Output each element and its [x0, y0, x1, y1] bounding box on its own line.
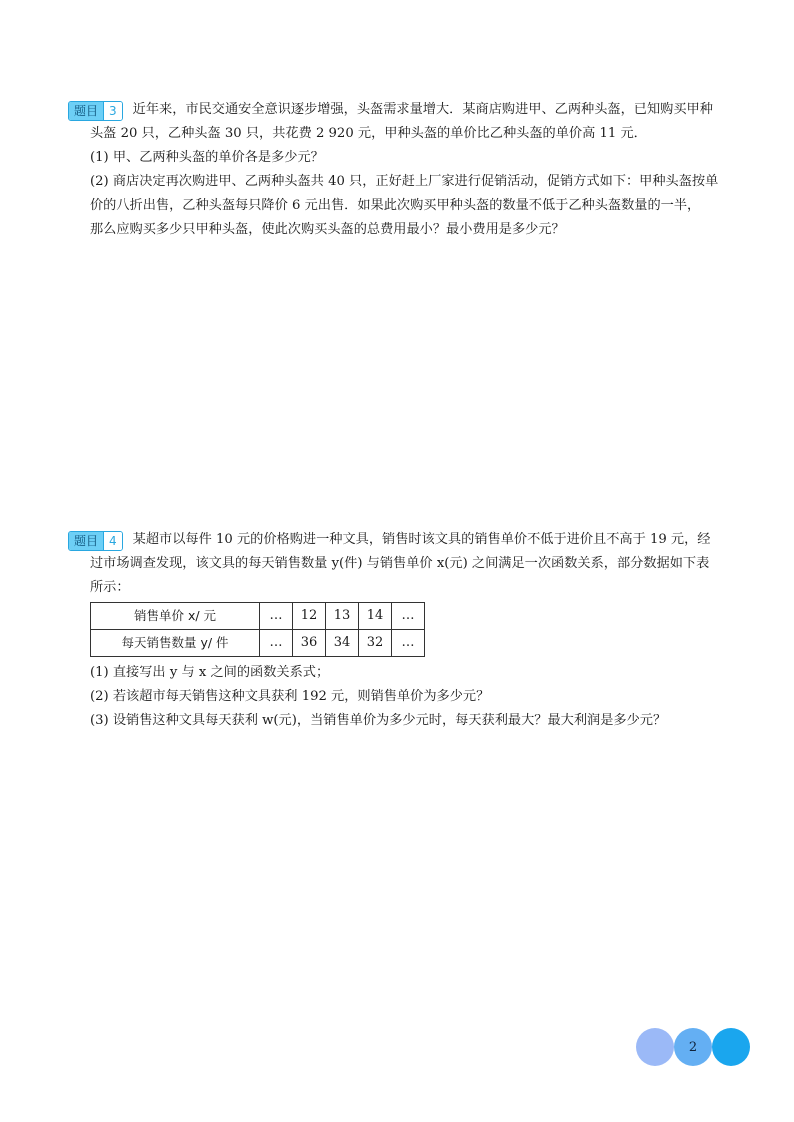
table-cell: …: [260, 603, 293, 630]
problem-text-line: 近年来，市民交通安全意识逐步增强，头盔需求量增大．某商店购进甲、乙两种头盔，已知购买甲种: [132, 102, 713, 117]
table-cell: 32: [359, 630, 392, 657]
table-cell: 36: [293, 630, 326, 657]
question-2: (2) 若该超市每天销售这种文具获利 192 元，则销售单价为多少元？: [90, 689, 490, 704]
problem-badge-label: 题目: [69, 102, 103, 120]
problem-3-badge: [68, 101, 123, 121]
table-cell: 12: [293, 603, 326, 630]
row-header-quantity: 每天销售数量 y/ 件: [91, 630, 260, 657]
problem-badge-label: 题目: [69, 532, 103, 550]
table-cell: 14: [359, 603, 392, 630]
decorative-circle: [712, 1028, 750, 1066]
table-cell: 34: [326, 630, 359, 657]
table-row: [91, 630, 425, 657]
table-row: [91, 603, 425, 630]
problem-4-badge: [68, 531, 123, 551]
problem-text-line: 价的八折出售，乙种头盔每只降价 6 元出售．如果此次购买甲种头盔的数量不低于乙种头盔数量的一半，: [90, 198, 701, 213]
question-1: (1) 甲、乙两种头盔的单价各是多少元？: [90, 150, 324, 165]
problem-4-first-line: [68, 528, 730, 552]
problem-text-line: 所示：: [90, 580, 130, 595]
page-number: 2: [688, 1039, 698, 1055]
page-number-badge: [636, 1028, 752, 1066]
problem-3-first-line: [68, 98, 730, 122]
page-number-circle: [674, 1028, 712, 1066]
table-cell: 13: [326, 603, 359, 630]
problem-text-line: 那么应购买多少只甲种头盔，使此次购买头盔的总费用最小？最小费用是多少元？: [90, 222, 565, 237]
problem-badge-number: 3: [103, 102, 122, 120]
table-cell: …: [392, 603, 425, 630]
decorative-circle: [636, 1028, 674, 1066]
problem-text-line: 头盔 20 只，乙种头盔 30 只，共花费 2 920 元，甲种头盔的单价比乙种头盔的单价高 11 元．: [90, 126, 647, 141]
question-3: (3) 设销售这种文具每天获利 w(元)，当销售单价为多少元时，每天获利最大？最大利润是多少元？: [90, 713, 667, 728]
problem-text-line: 某超市以每件 10 元的价格购进一种文具，销售时该文具的销售单价不低于进价且不高于 19 元，经: [132, 532, 711, 547]
data-table: [90, 602, 425, 657]
table-cell: …: [260, 630, 293, 657]
row-header-price: 销售单价 x/ 元: [91, 603, 260, 630]
problem-3: [68, 98, 730, 242]
problem-4: [68, 528, 730, 733]
question-2: (2) 商店决定再次购进甲、乙两种头盔共 40 只，正好赶上厂家进行促销活动，促销方式如下：甲种头盔按单: [90, 174, 719, 189]
problem-badge-number: 4: [103, 532, 122, 550]
problem-text-line: 过市场调查发现，该文具的每天销售数量 y(件) 与销售单价 x(元) 之间满足一次函数关系，部分数据如下表: [90, 556, 710, 571]
question-1: (1) 直接写出 y 与 x 之间的函数关系式；: [90, 665, 330, 680]
table-cell: …: [392, 630, 425, 657]
